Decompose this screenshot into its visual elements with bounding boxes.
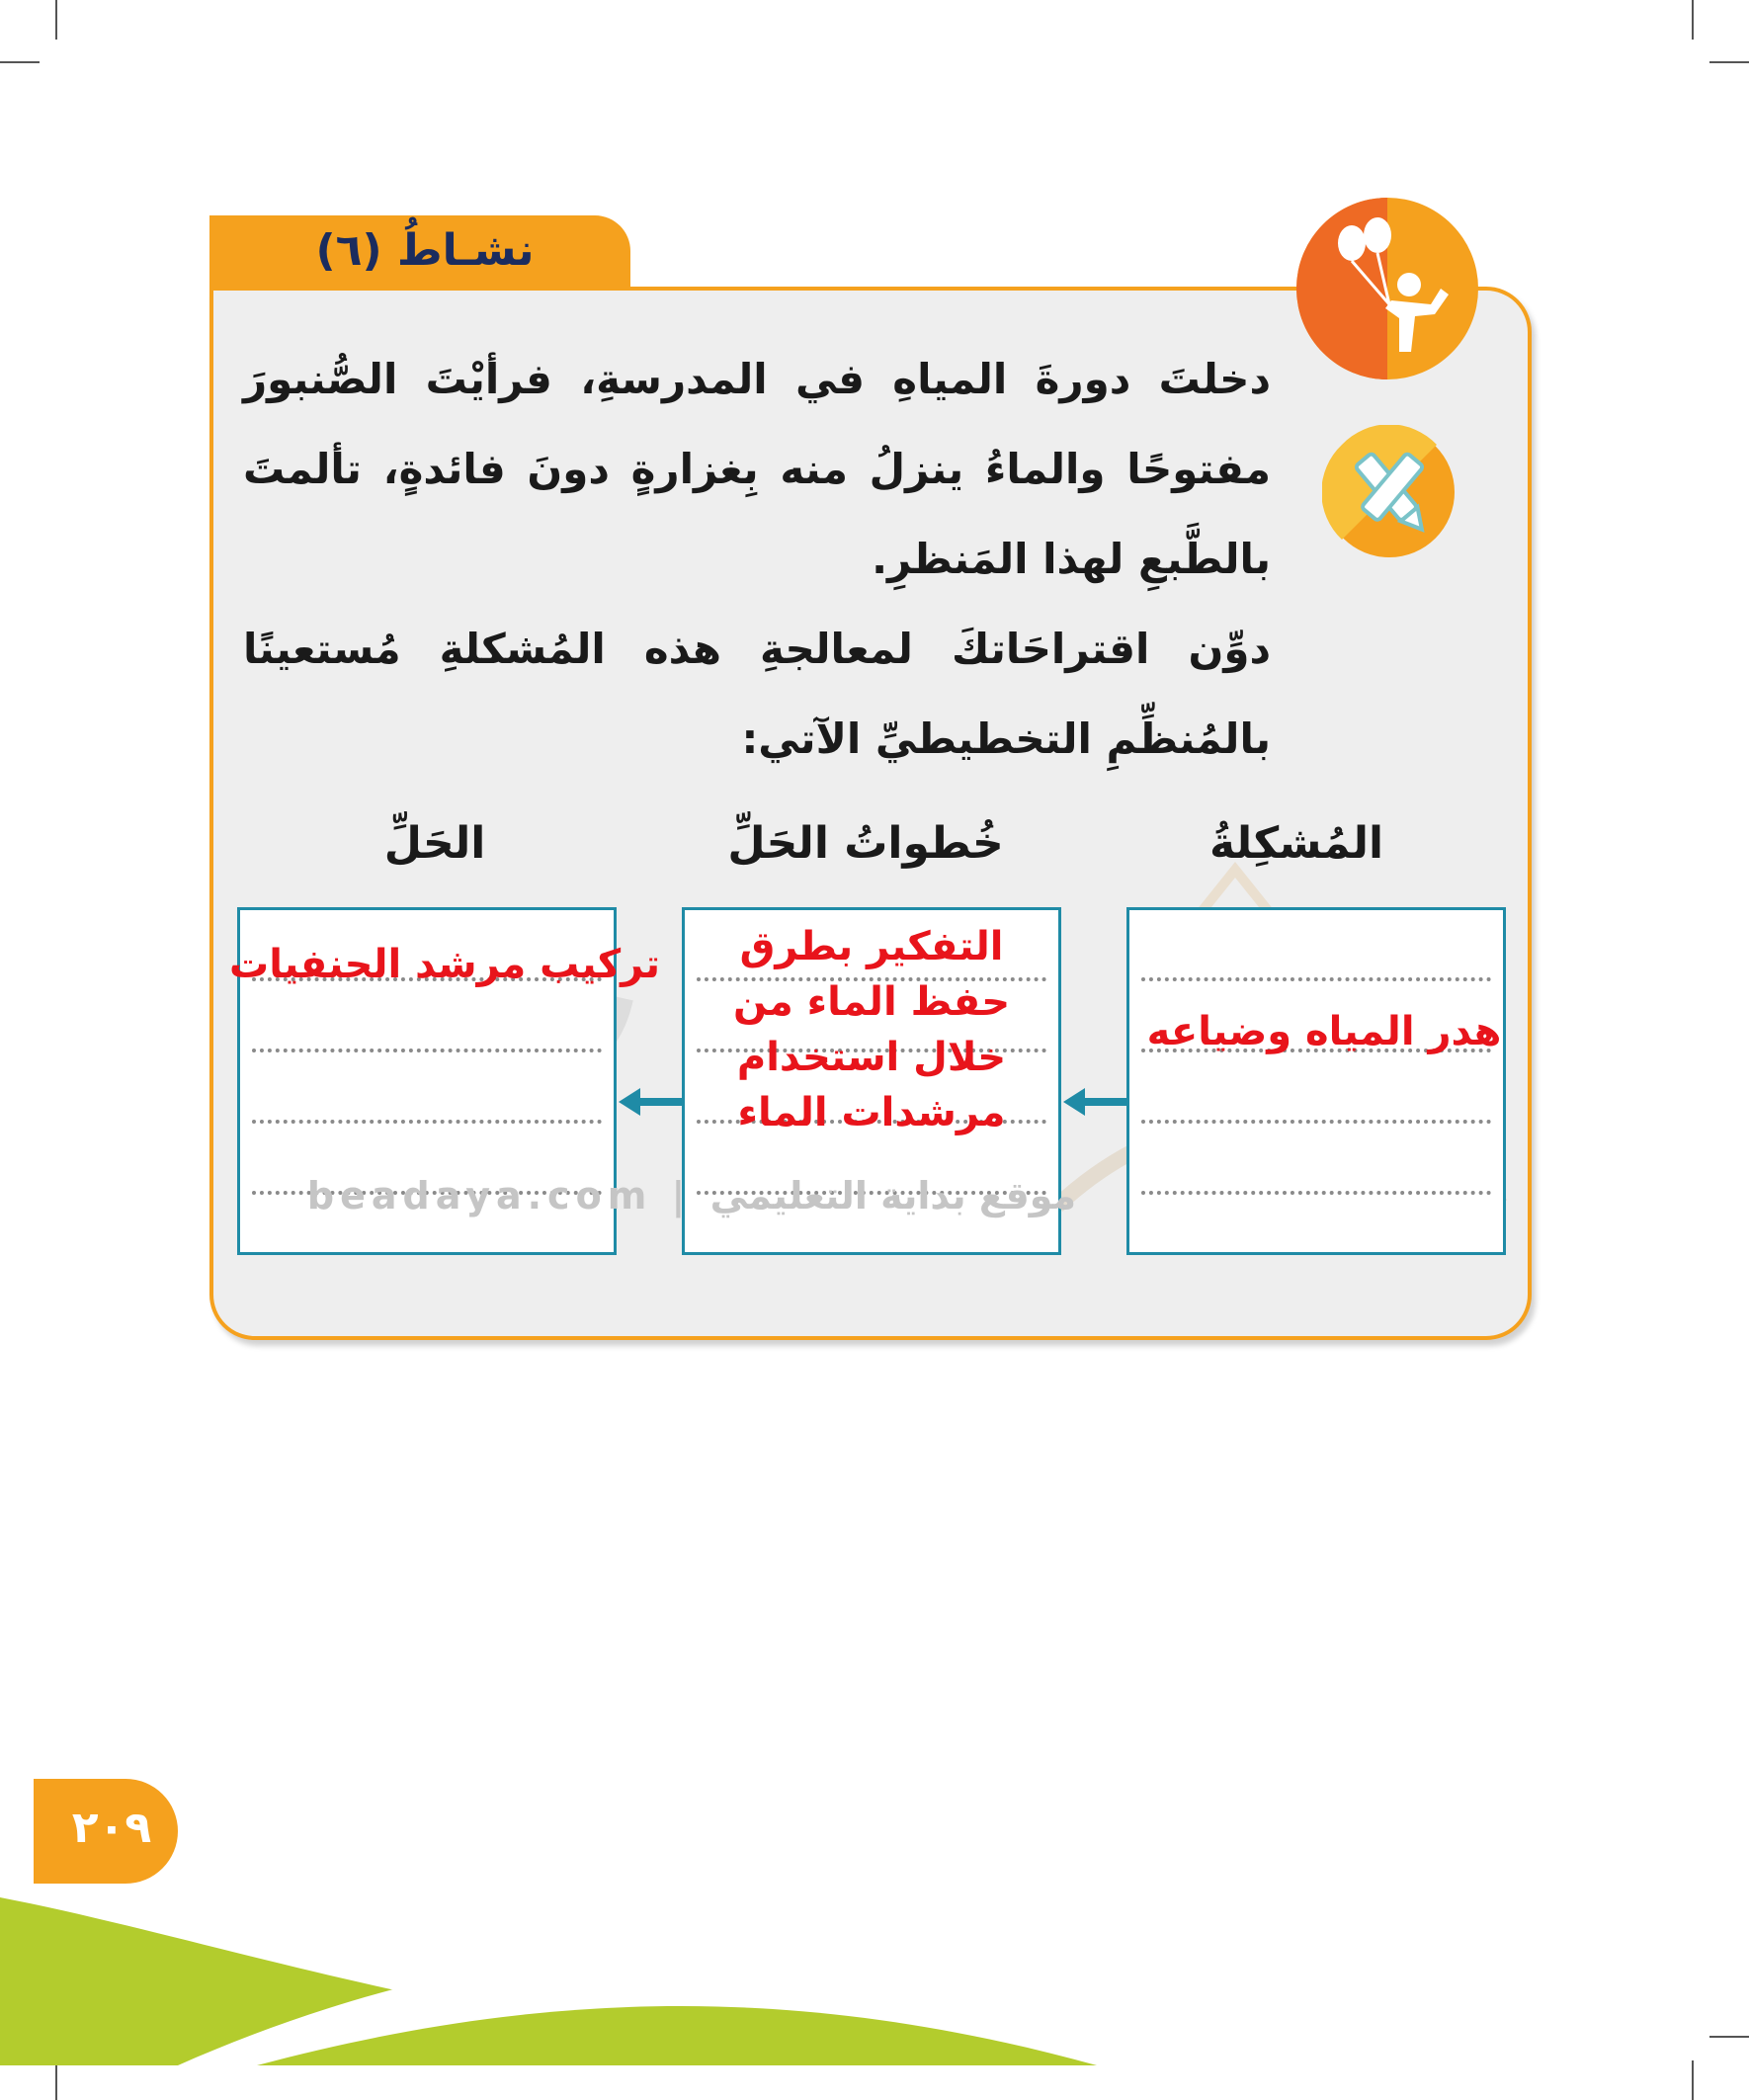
writing-line — [1141, 977, 1491, 981]
watermark-text: beadaya.com | موقع بداية التعليمي — [306, 1174, 1077, 1218]
paragraph-story: دخلتَ دورةَ المياهِ في المدرسةِ، فرأيْتَ الصُّنبورَ مفتوحًا والماءُ ينزلُ منه بِغزارةٍ دونَ فائدةٍ، تألمتَ بالطَّبعِ لهذا المَنظرِ. — [243, 355, 1271, 583]
crop-mark — [1709, 61, 1749, 63]
activity-instructions — [243, 334, 1271, 784]
crop-mark — [1692, 0, 1694, 40]
activity-title: نشـاطُ (٦) — [315, 225, 535, 276]
header-problem: المُشكِلةُ — [1208, 818, 1384, 869]
header-solution-steps: خُطواتُ الحَلِّ — [727, 818, 1004, 869]
answer-solution-steps: التفكير بطرق حفظ الماء من خلال استخدام مرشدات الماء — [732, 924, 1011, 1135]
problem-box — [1126, 907, 1506, 1255]
answer-solution: تركيب مرشد الحنفيات — [229, 942, 660, 987]
arrow-left-icon — [619, 1087, 682, 1117]
crop-mark — [1692, 2060, 1694, 2100]
writing-line — [1141, 1191, 1491, 1195]
footer-wave — [0, 1878, 1749, 2065]
crop-mark — [55, 0, 57, 40]
crop-mark — [55, 2060, 57, 2100]
header-solution: الحَلِّ — [383, 818, 486, 869]
pencil-icon — [1322, 425, 1457, 559]
arrow-left-icon — [1063, 1087, 1126, 1117]
writing-line — [252, 1120, 602, 1124]
writing-line — [252, 1049, 602, 1052]
page-number: ٢٠٩ — [71, 1803, 152, 1853]
answer-problem: هدر المياه وضياعه — [1146, 1009, 1502, 1054]
crop-mark — [0, 61, 40, 63]
balloon-child-icon — [1292, 194, 1482, 383]
writing-line — [1141, 1120, 1491, 1124]
paragraph-task: دوِّن اقتراحَاتكَ لمعالجةِ هذه المُشكلةِ مُستعينًا بالمُنظِّمِ التخطيطيِّ الآتي: — [243, 625, 1271, 763]
